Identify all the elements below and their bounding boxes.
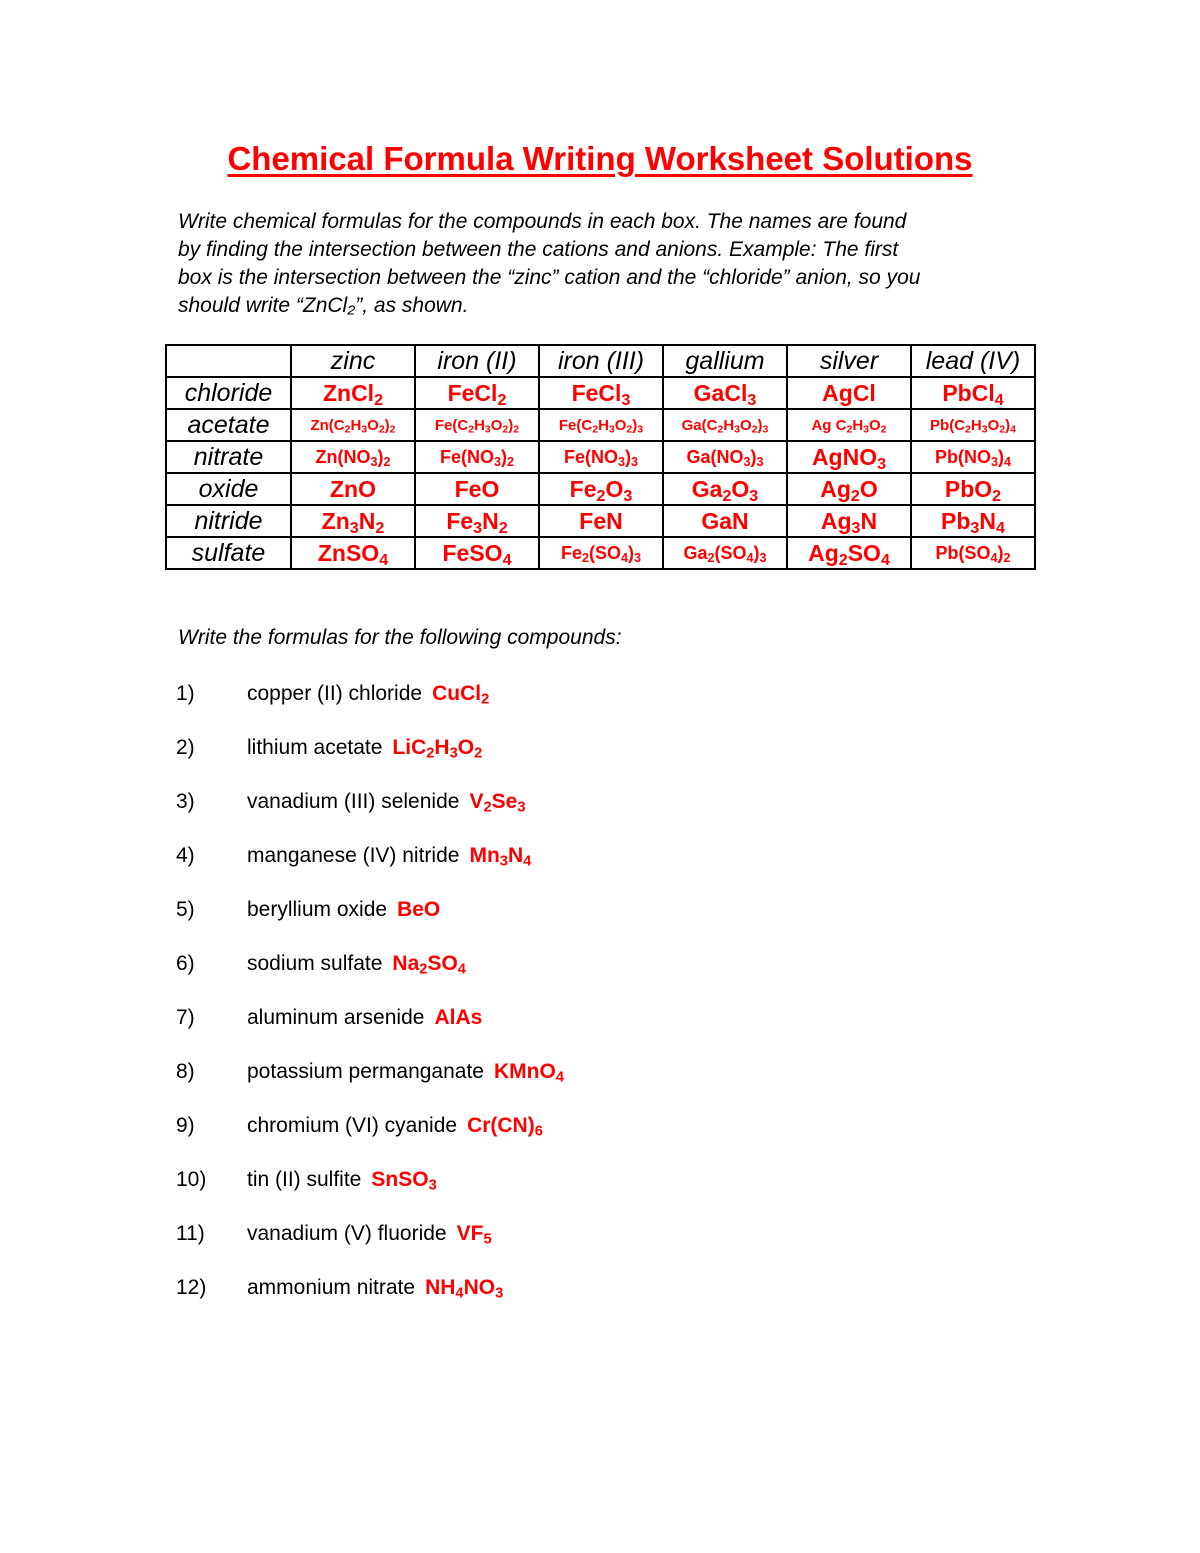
compound-name: beryllium oxide: [247, 898, 388, 921]
section-label: Write the formulas for the following compounds:: [178, 626, 622, 649]
instructions-line: should write “ZnCl₂”, as shown.: [178, 294, 469, 317]
formula-cell: $Fe(NO_3)_3$: [539, 441, 663, 473]
cation-header: gallium: [663, 345, 787, 377]
formula-cell: FeN: [539, 505, 663, 537]
question-number: 7): [176, 1006, 195, 1029]
worksheet-title: Chemical Formula Writing Worksheet Solutions: [227, 140, 973, 177]
compound-name: sodium sulfate: [247, 952, 383, 975]
compound-name: potassium permanganate: [247, 1060, 484, 1083]
formula-cell: GaN: [663, 505, 787, 537]
formula-cell: $Pb(C_2H_3O_2)_4$: [911, 409, 1035, 441]
question-number: 4): [176, 844, 195, 867]
formula-cell: $Ga(C_2H_3O_2)_3$: [663, 409, 787, 441]
compound-name: vanadium (V) fluoride: [247, 1222, 447, 1245]
formula-cell: ZnO: [291, 473, 415, 505]
formula-cell: $Fe(C_2H_3O_2)_2$: [415, 409, 539, 441]
formula-cell: $Ag_2SO_4$: [787, 537, 911, 569]
formula-cell: FeO: [415, 473, 539, 505]
compound-name: copper (II) chloride: [247, 682, 423, 705]
answer-formula: BeO: [397, 898, 441, 921]
answer-formula: $Cr(CN)_6$: [467, 1114, 543, 1140]
answer-formula: CuCl$_2$: [432, 682, 490, 708]
answer-formula: $NH_4NO_3$: [425, 1276, 504, 1302]
formula-cell: $Ga_2O_3$: [663, 473, 787, 505]
compound-name: manganese (IV) nitride: [247, 844, 460, 867]
formula-cell: $Zn(NO_3)_2$: [291, 441, 415, 473]
corner-cell: [166, 345, 291, 377]
question-number: 9): [176, 1114, 195, 1137]
table-row: [166, 473, 1035, 505]
table-row: [166, 377, 1035, 409]
answer-formula: $LiC_2H_3O_2$: [392, 736, 483, 762]
table-row: [166, 505, 1035, 537]
formula-cell: PbO$_2$: [911, 473, 1035, 505]
question-number: 12): [176, 1276, 207, 1299]
anion-header: nitride: [166, 505, 291, 537]
formula-cell: $Fe(C_2H_3O_2)_3$: [539, 409, 663, 441]
formula-cell: $Pb(NO_3)_4$: [911, 441, 1035, 473]
question-number: 11): [176, 1222, 205, 1245]
formula-table: [165, 344, 1036, 570]
answer-formula: AlAs: [434, 1006, 483, 1029]
question-number: 2): [176, 736, 195, 759]
formula-cell: $Pb(SO_4)_2$: [911, 537, 1035, 569]
formula-cell: PbCl$_4$: [911, 377, 1035, 409]
cation-header: iron (II): [415, 345, 539, 377]
answer-formula: $VF_5$: [456, 1222, 492, 1248]
formula-cell: $Ga_2(SO_4)_3$: [663, 537, 787, 569]
table-row: [166, 537, 1035, 569]
instructions-line: Write chemical formulas for the compounds in each box. The names are found: [178, 210, 907, 233]
compound-name: aluminum arsenide: [247, 1006, 425, 1029]
question-number: 10): [176, 1168, 207, 1191]
question-number: 1): [176, 682, 195, 705]
formula-cell: AgNO$_3$: [787, 441, 911, 473]
compound-name: lithium acetate: [247, 736, 383, 759]
question-number: 3): [176, 790, 195, 813]
compound-name: vanadium (III) selenide: [247, 790, 460, 813]
answer-formula: KMnO$_4$: [493, 1060, 564, 1086]
formula-cell: $Fe(NO_3)_2$: [415, 441, 539, 473]
question-number: 5): [176, 898, 195, 921]
answer-formula: $Na_2SO_4$: [392, 952, 466, 978]
instructions: [178, 208, 1028, 320]
formula-cell: GaCl$_3$: [663, 377, 787, 409]
formula-cell: FeCl$_2$: [415, 377, 539, 409]
compound-name: chromium (VI) cyanide: [247, 1114, 458, 1137]
cation-header: zinc: [291, 345, 415, 377]
formula-cell: $Ag_3N$: [787, 505, 911, 537]
formula-cell: $Zn(C_2H_3O_2)_2$: [291, 409, 415, 441]
cation-header: silver: [787, 345, 911, 377]
formula-cell: $Fe_3N_2$: [415, 505, 539, 537]
formula-cell: Ag $C_2H_3O_2$: [787, 409, 911, 441]
formula-cell: $Fe_2O_3$: [539, 473, 663, 505]
anion-header: oxide: [166, 473, 291, 505]
question-number: 6): [176, 952, 195, 975]
table-row: [166, 441, 1035, 473]
formula-cell: $Zn_3N_2$: [291, 505, 415, 537]
formula-cell: $Ga(NO_3)_3$: [663, 441, 787, 473]
answer-formula: $Mn_3N_4$: [469, 844, 532, 870]
instructions-line: by finding the intersection between the cations and anions. Example: The first: [178, 238, 899, 261]
formula-cell: FeCl$_3$: [539, 377, 663, 409]
formula-cell: AgCl: [787, 377, 911, 409]
formula-cell: $Pb_3N_4$: [911, 505, 1035, 537]
table-header-row: [166, 345, 1035, 377]
compound-name: tin (II) sulfite: [247, 1168, 362, 1191]
formula-cell: ZnCl$_2$: [291, 377, 415, 409]
question-number: 8): [176, 1060, 195, 1083]
anion-header: acetate: [166, 409, 291, 441]
table-row: [166, 409, 1035, 441]
cation-header: iron (III): [539, 345, 663, 377]
anion-header: nitrate: [166, 441, 291, 473]
anion-header: chloride: [166, 377, 291, 409]
formula-cell: ZnSO$_4$: [291, 537, 415, 569]
instructions-line: box is the intersection between the “zinc” cation and the “chloride” anion, so you: [178, 266, 921, 289]
answer-formula: SnSO$_3$: [371, 1168, 437, 1194]
compound-name: ammonium nitrate: [247, 1276, 416, 1299]
cation-header: lead (IV): [911, 345, 1035, 377]
formula-cell: FeSO$_4$: [415, 537, 539, 569]
answer-formula: $V_2Se_3$: [469, 790, 526, 816]
anion-header: sulfate: [166, 537, 291, 569]
formula-cell: $Fe_2(SO_4)_3$: [539, 537, 663, 569]
formula-cell: $Ag_2O$: [787, 473, 911, 505]
